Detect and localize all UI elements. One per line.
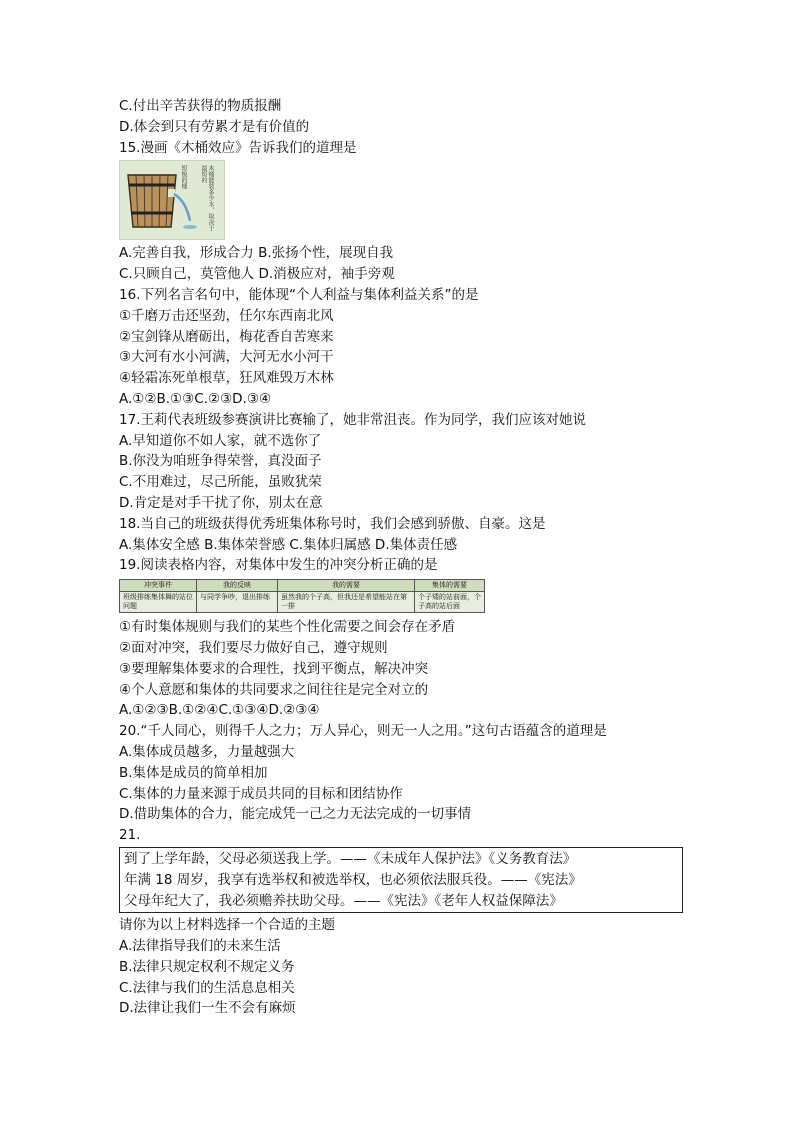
q14-option-d: D.体会到只有劳累才是有价值的 [119,118,310,135]
q16-item: ③大河有水小河满，大河无水小河干 [119,349,334,366]
q18-options: A.集体安全感 B.集体荣誉感 C.集体归属感 D.集体责任感 [119,536,458,553]
q19-stem: 19.阅读表格内容，对集体中发生的冲突分析正确的是 [119,557,438,574]
q20-option: C.集体的力量来源于成员共同的目标和团结协作 [119,785,403,802]
table-cell: 班级排练集体舞的站位问题 [120,592,197,613]
q19-options: A.①②③B.①②④C.①③④D.②③④ [119,702,320,719]
q17-option: B.你没为咱班争得荣誉，真没面子 [119,453,322,470]
cartoon-caption-left: 短板的桶 [180,165,187,190]
q21-stem: 请你为以上材料选择一个合适的主题 [119,917,335,934]
q21-option: B.法律只规定权利不规定义务 [119,958,295,975]
q16-item: ①千磨万击还坚劲，任尔东西南北风 [119,307,334,324]
table-header: 冲突事件 [120,580,197,592]
q17-option: D.肯定是对手干扰了你，别太在意 [119,494,323,511]
q21-option: C.法律与我们的生活息息相关 [119,979,295,996]
q21-option: D.法律让我们一生不会有麻烦 [119,1000,296,1017]
q21-number: 21. [119,827,141,844]
table-row [120,592,485,613]
q18-stem: 18.当自己的班级获得优秀班集体称号时，我们会感到骄傲、自豪。这是 [119,515,546,532]
q16-item: ④轻霜冻死单根草，狂风难毁万木林 [119,370,334,387]
q20-stem: 20.“千人同心，则得千人之力；万人异心，则无一人之用。”这句古语蕴含的道理是 [119,723,607,740]
q21-material-box [119,847,683,913]
q19-item: ①有时集体规则与我们的某些个性化需要之间会存在矛盾 [119,619,456,636]
material-line: 到了上学年龄，父母必须送我上学。——《未成年人保护法》《义务教育法》 [124,850,577,867]
q19-item: ④个人意愿和集体的共同要求之间往往是完全对立的 [119,681,429,698]
q15-options-ab: A.完善自我，形成合力 B.张扬个性，展现自我 [119,245,394,262]
q20-option: D.借助集体的合力，能完成凭一己之力无法完成的一切事情 [119,806,472,823]
q20-option: B.集体是成员的简单相加 [119,764,268,781]
q20-option: A.集体成员越多，力量越强大 [119,743,295,760]
q14-option-c: C.付出辛苦获得的物质报酬 [119,98,282,114]
cartoon-caption-right: 木桶能装多少水，取决于最短的 [200,165,214,232]
q19-item: ③要理解集体要求的合理性，找到平衡点，解决冲突 [119,660,429,677]
q16-stem: 16.下列名言名句中，能体现“个人利益与集体利益关系”的是 [119,286,479,303]
q17-option: C.不用难过，尽己所能，虽败犹荣 [119,474,322,491]
material-line: 年满 18 周岁，我享有选举权和被选举权，也必须依法服兵役。——《宪法》 [124,871,582,888]
wooden-bucket-cartoon [119,160,225,240]
q21-option: A.法律指导我们的未来生活 [119,938,281,955]
table-header: 我的反映 [197,580,278,592]
q15-stem: 15.漫画《木桶效应》告诉我们的道理是 [119,139,357,156]
q16-options: A.①②B.①③C.②③D.③④ [119,390,272,407]
q15-options-cd: C.只顾自己，莫管他人 D.消极应对，袖手旁观 [119,266,395,283]
q16-item: ②宝剑锋从磨砺出，梅花香自苦寒来 [119,328,334,345]
table-header-row [120,580,485,592]
conflict-table [119,579,485,613]
exam-page [119,96,699,1019]
q17-stem: 17.王莉代表班级参赛演讲比赛输了，她非常沮丧。作为同学，我们应该对她说 [119,411,586,428]
table-cell: 与同学争吵，退出排练 [197,592,278,613]
table-cell: 虽然我的个子高，但我还是希望能站在第一排 [278,592,415,613]
q17-option: A.早知道你不如人家，就不选你了 [119,432,322,449]
table-header: 集体的需要 [415,580,485,592]
q19-item: ②面对冲突，我们要尽力做好自己，遵守规则 [119,639,388,656]
table-header: 我的需要 [278,580,415,592]
table-cell: 个子矮的站前面，个子高的站后面 [415,592,485,613]
material-line: 父母年纪大了，我必须赡养扶助父母。——《宪法》《老年人权益保障法》 [124,892,563,909]
